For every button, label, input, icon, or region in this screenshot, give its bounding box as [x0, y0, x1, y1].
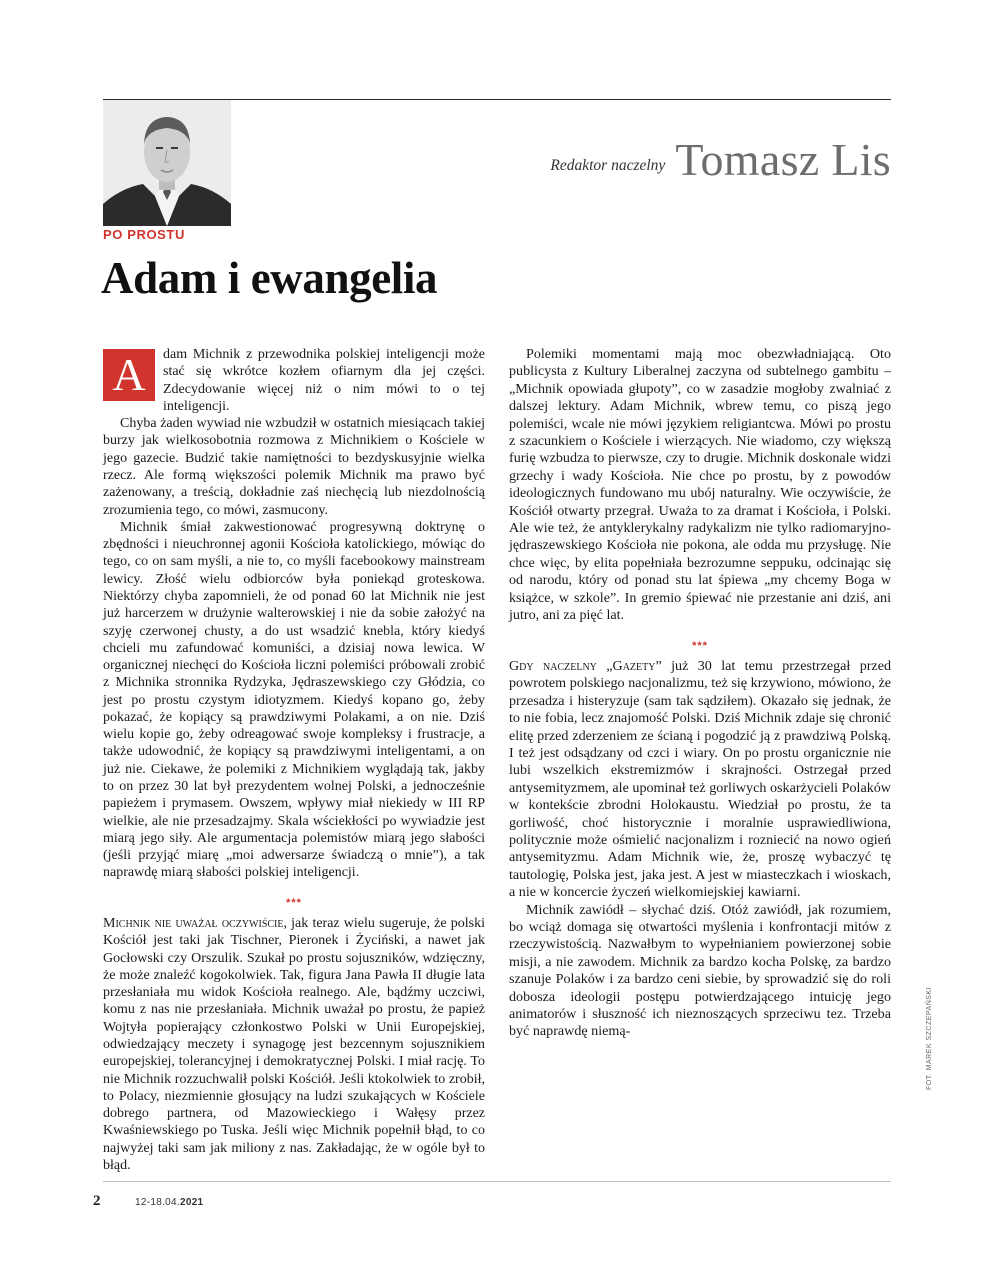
section-separator: ***	[692, 639, 708, 652]
article-paragraph: Polemiki momentami mają moc obezwładniającą. Oto publicysta z Kultury Liberalnej zaczyna od subtelnego gambitu – „Michnik opowiada głupoty”, co w zasadzie mogłoby zwalniać z dalszej lektury. Adam Michnik, wbrew temu, co piszą jego polemiści, wcale nie mówi językiem religiantcwa. Mówi po prostu z szacunkiem o Kościele i wierzących. Nie wiadomo, czy większą furię wzbudza to pierwsze, czy to drugie. Michnik doskonale widzi grzechy i wady Kościoła. Nie chce po prostu, by z powodów ideologicznych fundowano mu ubój naturalny. Wie oczywiście, że Kościół otwarty przegrał. Uważa to za dramat i Kościoła, i Polski. Ale wie też, że antyklerykalny radykalizm nie tylko radiomaryjno-jędraszewskiego Kościoła nie pokona, ale odda mu przysługę. Nie chce więc, by elita popełniała bezrozumne seppuku, odcinając się od narodu, który od ponad stu lat śpiewa „my chcemy Boga w książce, w szkole”. In gremio śpiewać nie przestanie ani dziś, ani jutro, ani za pięć lat.	[509, 346, 891, 624]
paragraph-text: już 30 lat temu przestrzegał przed powrotem polskiego nacjonalizmu, też się krzywiono, mówiono, że przesadza i histeryzuje (sam tak sądziłem). Okazało się jednak, że to nie fobia, lecz znajomość Polski. Dziś Michnik zdaje się chronić elitę przed zderzeniem ze ścianą i pogodzić ją z prawdziwą Polską. I też jest odsądzany od czci i wiary. On po prostu organicznie nie lubi wszelkich ekstremizmów i skrajności. Ostrzegał przed antysemityzmem, ale upominał też gorliwych oskarżycieli Polaków w kontekście zbrodni Holokaustu. Wiedział po prostu, że ta gorliwość, choć historycznie i moralnie usprawiedliwiona, politycznie może ośmielić nacjonalizm i rozniecić na nowo ogień antysemityzmu. Adam Michnik wie, że, proszę wybaczyć tę tautologię, Polska jest, jaka jest. A jest w miasteczkach i wioskach, a nie w koncercie życzeń wielkomiejskiej kawiarni.	[509, 657, 891, 901]
article-paragraph	[103, 915, 485, 1174]
editor-byline	[550, 133, 891, 187]
article-paragraph	[509, 658, 891, 902]
photo-credit: FOT. MAREK SZCZEPAŃSKI	[926, 986, 933, 1090]
paragraph-text: dam Michnik z przewodnika polskiej inteligencji może stać się wkrótce kozłem ofiarnym dla jej części. Zdecydowanie więcej niż o nim mówi to o tej inteligencji.	[163, 347, 485, 414]
drop-cap: A	[103, 349, 155, 401]
article-column-right	[509, 346, 891, 1041]
column-kicker: PO PROSTU	[103, 227, 185, 242]
editor-role: Redaktor naczelny	[550, 157, 666, 174]
editor-name: Tomasz Lis	[675, 134, 891, 185]
section-separator: ***	[286, 896, 302, 909]
article-paragraph: Michnik zawiódł – słychać dziś. Otóż zawiódł, jak rozumiem, bo wciąż domaga się otwartości myślenia i konfrontacji mitów z rzeczywistością. Nazwałbym to wypełnianiem powierzonej sobie misji, a nie zawodem. Michnik za bardzo kocha Polskę, za bardzo szanuje Polaków i za bardzo ceni siebie, by sprowadzić się do roli dobosza ideologii postępu potwierdzającego intuicję jego animatorów i słuszność ich nieznoszących sprzeciwu tez. Trzeba być naprawdę niemą-	[509, 901, 891, 1040]
article-title: Adam i ewangelia	[101, 253, 438, 303]
page-number: 2	[93, 1193, 101, 1209]
article-paragraph: Chyba żaden wywiad nie wzbudził w ostatnich miesiącach takiej burzy jak wielkosobotnia rozmowa z Michnikiem o Kościele w jego gazecie. Budzić takie namiętności to bezdyskusyjnie wielka rzecz. Ale formą większości polemik Michnik ma prawo być zażenowany, a treścią, dokładnie zaś niechęcią lub niezdolnością zrozumienia tego, co mówi, zasmucony.	[103, 416, 485, 518]
issue-date	[135, 1197, 203, 1208]
footer-rule	[103, 1181, 891, 1182]
issue-dates: 12-18.04.	[135, 1197, 180, 1208]
article-paragraph	[103, 346, 485, 415]
paragraph-lead-in: Gdy naczelny „Gazety”	[509, 657, 662, 674]
editor-portrait	[103, 100, 231, 226]
article-paragraph: Michnik śmiał zakwestionować progresywną doktrynę o zbędności i nieuchronnej agonii Kościoła katolickiego, mówiąc do tego, co on sam myśli, a nie to, co myśli facebookowy mainstream lewicy. Złość wielu odbiorców była poniekąd groteskowa. Niektórzy chyba zapomnieli, że od ponad 60 lat Michnik nie jest już harcerzem w drużynie walterowskiej i nie da sobie założyć na szyję czerwonej chusty, a do ust wsadzić knebla, który kiedyś chcieli mu zafundować komuniści, a dzisiaj nowa lewica. W organicznej niechęci do Kościoła liczni polemiści próbowali zrobić z Michnika stronnika Rydzyka, Jędraszewskiego czy Głódzia, co jest po prostu czystym idiotyzmem. Kiedyś kopano go, żeby pokazać, że kopiący są prawdziwymi Polakami, a on nie. Dziś wielu kopie go, żeby odreagować swoje kompleksy i frustracje, a także udowodnić, że kopiący są prawdziwymi inteligentami, a on już nie. Ciekawe, że polemiki z Michnikiem wyglądają tak, jakby to on przez 30 lat był prezydentem wolnej Polski, a jednocześnie papieżem i prymasem. Owszem, wpływy miał niekiedy w III RP wielkie, ale nie przesadzajmy. Skala wściekłości po wywiadzie jest miarą jego siły. Ale argumentacja polemistów miarą jego słabości (jeśli przyjąć miarę „moi adwersarze świadczą o mnie”), a tak naprawdę miarą słabości polskiej inteligencji.	[103, 519, 485, 881]
paragraph-lead-in: Michnik nie uważał oczywiście	[103, 916, 284, 931]
portrait-image	[103, 100, 231, 226]
issue-year: 2021	[179, 1197, 204, 1208]
article-column-left	[103, 346, 485, 1174]
paragraph-text: , jak teraz wielu sugeruje, że polski Kościół jest taki jak Tischner, Pieronek i Życiński, a nawet jak Gocłowski czy Orszulik. Szukał po prostu sojuszników, wdzięczny, że może znaleźć kogokolwiek. Tak, figura Jana Pawła II długie lata przesłaniała mu widok Kościoła realnego. Ale, bądźmy uczciwi, komu z nas nie przesłaniała. Michnik uważał po prostu, że papież Wojtyła popierający członkostwo Polski w Unii Europejskiej, odwiedzający meczety i synagogę jest bezcennym sojusznikiem europejskiej, tolerancyjnej i demokratycznej Polski. I miał rację. To nie Michnik rozzuchwalił polski Kościół. Jeśli ktokolwiek to zrobił, to Polacy, niezmiennie głosujący na ludzi szukających w Kościele dobrego partnera, od Mazowieckiego i Wałęsy przez Kwaśniewskiego po Tuska. Jeśli więc Michnik popełnił błąd, to co najwyżej taki sam jak miliony z nas. Zakładając, że w ogóle był to błąd.	[103, 916, 486, 1173]
